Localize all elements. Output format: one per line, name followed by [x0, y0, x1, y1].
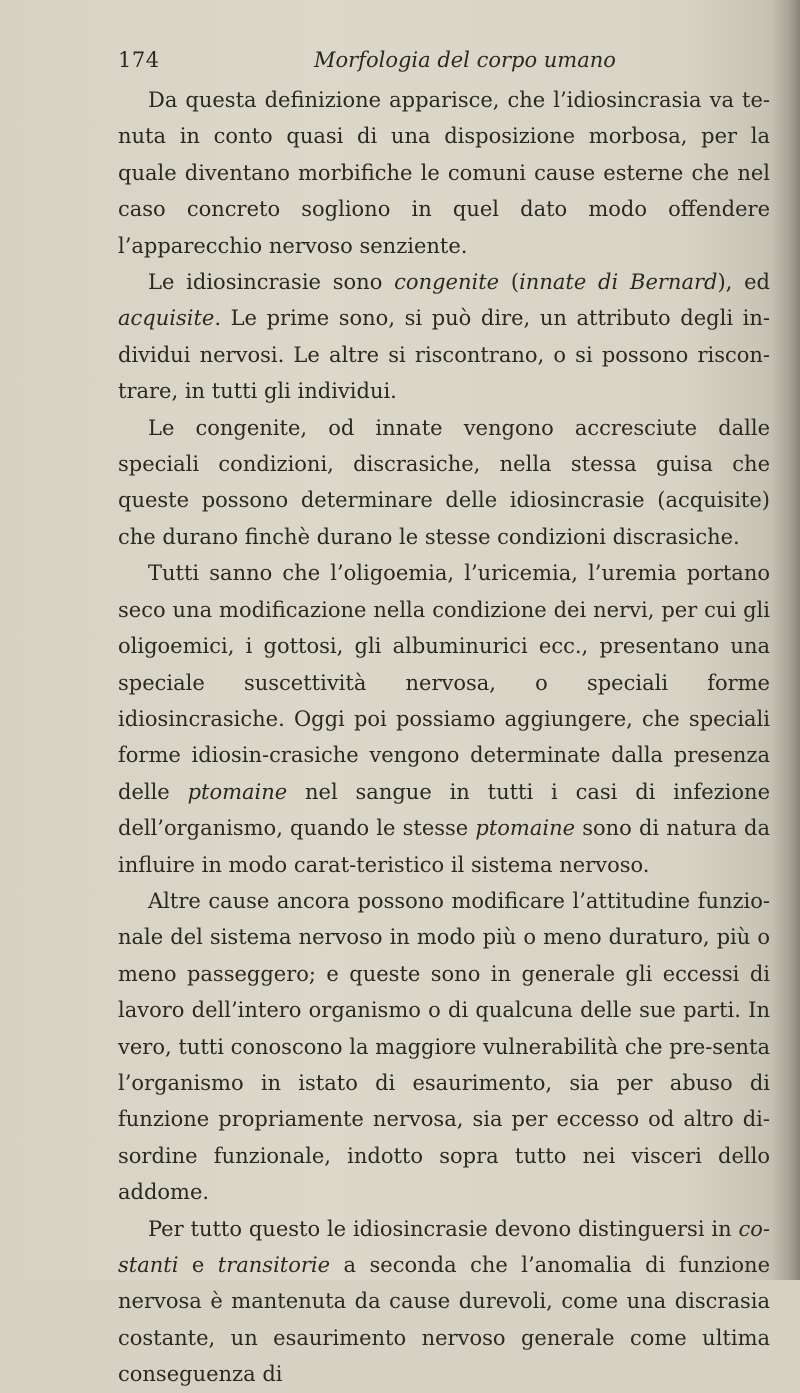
paragraph	[118, 883, 770, 1211]
italic-term: congenite	[394, 270, 500, 295]
text-run: sono di natura da influire in modo carat-teristico il sistema nervoso.	[118, 816, 770, 877]
italic-term: acquisite	[118, 306, 215, 331]
text-run: ), ed	[717, 270, 770, 295]
page-gutter-shadow	[772, 0, 800, 1280]
italic-term: co-stanti	[118, 1216, 770, 1277]
running-title: Morfologia del corpo umano	[314, 48, 616, 72]
text-run: Tutti sanno che l’oligoemia, l’uricemia, l’uremia portano seco una modificazione nella condizione dei nervi, per cui gli oligoemici, i gottosi, gli albuminurici ecc., presentano una speciale suscettività nervosa, o speciali forme idiosincrasiche. Oggi poi possiamo aggiungere, che speciali forme idiosin-crasiche vengono determinate dalla presenza delle	[118, 561, 770, 804]
italic-term: innate di Bernard	[519, 270, 718, 295]
paragraph	[118, 264, 770, 410]
paragraph	[118, 82, 770, 264]
text-run: Da questa definizione apparisce, che l’idiosincrasia va te-nuta in conto quasi di una disposizione morbosa, per la quale diventano morbifiche le comuni cause esterne che nel caso concreto sogliono in quel dato modo offendere l’apparecchio nervoso senziente.	[118, 88, 770, 258]
paragraph	[118, 555, 770, 883]
page-number: 174	[118, 48, 160, 72]
body-text	[118, 82, 770, 1393]
text-run: Per tutto questo le idiosincrasie devono distinguersi in	[148, 1216, 739, 1241]
text-run: Le congenite, od innate vengono accresciute dalle speciali condizioni, discrasiche, nella stessa guisa che queste possono determinare delle idiosincrasie (acquisite) che durano finchè durano le stesse condizioni discrasiche.	[118, 415, 770, 549]
page-header	[118, 48, 778, 78]
italic-term: transitorie	[217, 1253, 331, 1277]
text-run: . Le prime sono, si può dire, un attributo degli in-dividui nervosi. Le altre si riscontrano, o si possono riscon-trare, in tutti gli individui.	[118, 306, 770, 404]
italic-term: ptomaine	[475, 816, 576, 841]
text-run: Le idiosincrasie sono	[148, 270, 395, 295]
text-run: Altre cause ancora possono modificare l’attitudine funzio-nale del sistema nervoso in modo più o meno duraturo, più o meno passeggero; e queste sono in generale gli eccessi di lavoro dell’intero organismo o di qualcuna delle sue parti. In vero, tutti conoscono la maggiore vulnerabilità che pre-senta l’organismo in istato di esaurimento, sia per abuso di funzione propriamente nervosa, sia per eccesso od altro di-sordine funzionale, indotto sopra tutto nei visceri dello addome.	[118, 888, 770, 1205]
text-run: a seconda che l’anomalia di funzione nervosa è mantenuta da cause durevoli, come una discrasia costante, un esaurimento nervoso generale come ultima conseguenza di	[118, 1253, 770, 1387]
italic-term: ptomaine	[187, 779, 288, 804]
text-run: (	[499, 270, 520, 295]
text-run: nel sangue in tutti i casi di infezione dell’organismo, quando le stesse	[118, 779, 770, 841]
text-run: e	[178, 1253, 218, 1277]
paragraph	[118, 1211, 770, 1393]
paragraph	[118, 410, 770, 556]
